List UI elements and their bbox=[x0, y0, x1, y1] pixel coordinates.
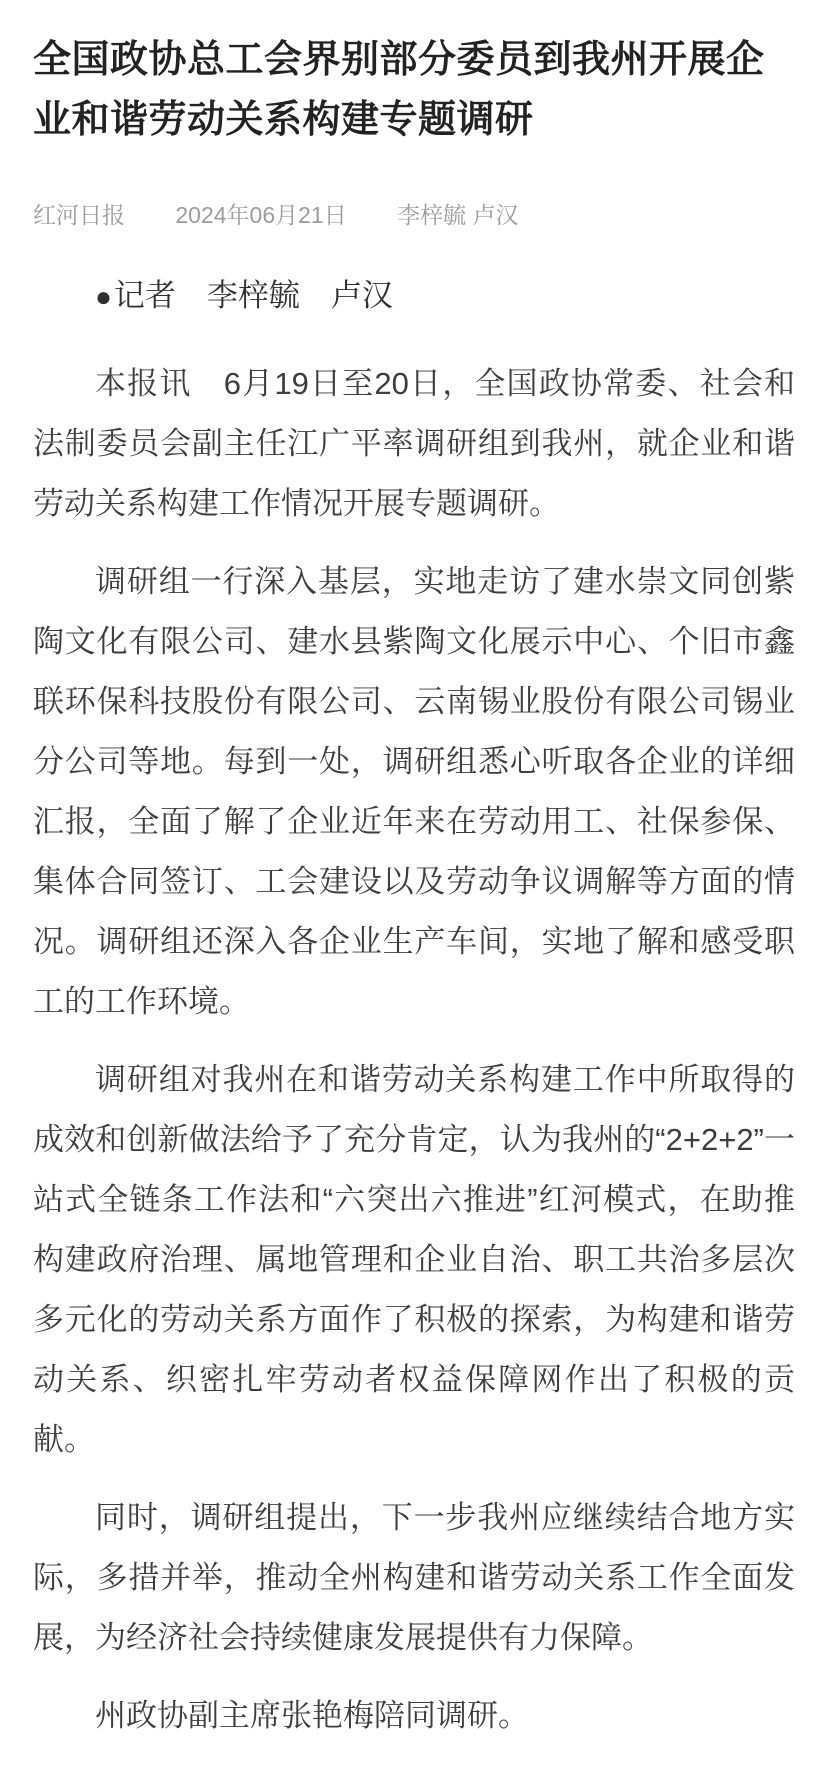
article-paragraph: 州政协副主席张艳梅陪同调研。 bbox=[95, 1698, 529, 1733]
article-meta bbox=[33, 200, 795, 230]
article-paragraph: 本报讯 6月19日至20日，全国政协常委、社会和法制委员会副主任江广平率调研组到我州，就企业和谐劳动关系构建工作情况开展专题调研。 bbox=[33, 366, 795, 521]
bullet-icon: ● bbox=[95, 281, 112, 312]
article-title: 全国政协总工会界别部分委员到我州开展企业和谐劳动关系构建专题调研 bbox=[33, 39, 765, 141]
article-body bbox=[33, 354, 795, 1746]
byline-text: 记者 李梓毓 卢汉 bbox=[113, 278, 393, 313]
article-source: 红河日报 bbox=[33, 202, 125, 228]
article-date: 2024年06月21日 bbox=[175, 202, 347, 228]
reporter-byline bbox=[33, 266, 795, 327]
article-paragraph: 同时，调研组提出，下一步我州应继续结合地方实际，多措并举，推动全州构建和谐劳动关系工作全面发展，为经济社会持续健康发展提供有力保障。 bbox=[33, 1500, 795, 1655]
article-authors: 李梓毓 卢汉 bbox=[397, 202, 519, 228]
article-paragraph: 调研组对我州在和谐劳动关系构建工作中所取得的成效和创新做法给予了充分肯定，认为我州的“2+2+2”一站式全链条工作法和“六突出六推进”红河模式，在助推构建政府治理、属地管理和企业自治、职工共治多层次多元化的劳动关系方面作了积极的探索，为构建和谐劳动关系、织密扎牢劳动者权益保障网作出了积极的贡献。 bbox=[33, 1062, 795, 1457]
article-paragraph: 调研组一行深入基层，实地走访了建水崇文同创紫陶文化有限公司、建水县紫陶文化展示中心、个旧市鑫联环保科技股份有限公司、云南锡业股份有限公司锡业分公司等地。每到一处，调研组悉心听取各企业的详细汇报，全面了解了企业近年来在劳动用工、社保参保、集体合同签订、工会建设以及劳动争议调解等方面的情况。调研组还深入各企业生产车间，实地了解和感受职工的工作环境。 bbox=[33, 564, 795, 1019]
